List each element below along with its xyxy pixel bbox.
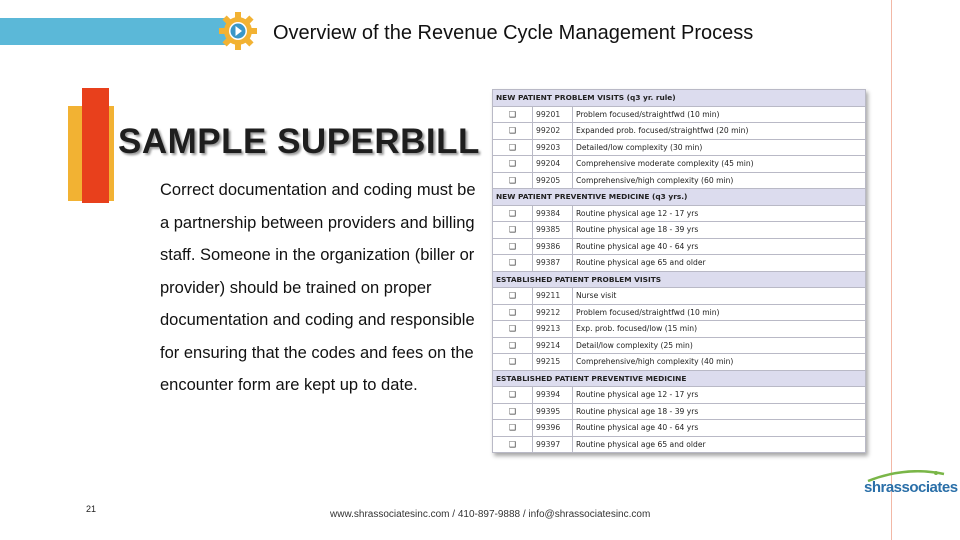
superbill-section-header	[493, 271, 866, 288]
superbill-row	[493, 304, 866, 321]
code-description: Routine physical age 40 - 64 yrs	[573, 238, 866, 255]
section-heading: SAMPLE SUPERBILL	[118, 122, 480, 161]
superbill-section-header	[493, 370, 866, 387]
section-title: NEW PATIENT PREVENTIVE MEDICINE (q3 yrs.)	[493, 189, 866, 206]
cpt-code: 99395	[533, 403, 573, 420]
cpt-code: 99201	[533, 106, 573, 123]
code-description: Routine physical age 12 - 17 yrs	[573, 205, 866, 222]
gear-icon	[218, 11, 258, 51]
superbill-form-body	[493, 90, 866, 453]
cpt-code: 99214	[533, 337, 573, 354]
checkbox-icon: ❑	[493, 156, 533, 173]
code-description: Routine physical age 18 - 39 yrs	[573, 222, 866, 239]
accent-block-red	[82, 88, 109, 203]
cpt-code: 99205	[533, 172, 573, 189]
code-description: Expanded prob. focused/straightfwd (20 min)	[573, 123, 866, 140]
right-divider-line	[891, 0, 892, 540]
superbill-row	[493, 172, 866, 189]
superbill-form	[492, 89, 866, 453]
logo-wordmark: shrassociates	[864, 479, 958, 496]
code-description: Comprehensive moderate complexity (45 min)	[573, 156, 866, 173]
superbill-row	[493, 156, 866, 173]
cpt-code: 99387	[533, 255, 573, 272]
superbill-row	[493, 106, 866, 123]
cpt-code: 99212	[533, 304, 573, 321]
checkbox-icon: ❑	[493, 255, 533, 272]
code-description: Routine physical age 65 and older	[573, 436, 866, 453]
cpt-code: 99202	[533, 123, 573, 140]
body-paragraph: Correct documentation and coding must be a partnership between providers and billing staff. Someone in the organization (biller or provider) should be trained on proper documentation and coding and responsible for ensuring that the codes and fees on the encounter form are kept up to date.	[160, 181, 476, 394]
cpt-code: 99203	[533, 139, 573, 156]
cpt-code: 99384	[533, 205, 573, 222]
superbill-row	[493, 288, 866, 305]
code-description: Routine physical age 18 - 39 yrs	[573, 403, 866, 420]
code-description: Routine physical age 40 - 64 yrs	[573, 420, 866, 437]
superbill-row	[493, 255, 866, 272]
cpt-code: 99396	[533, 420, 573, 437]
checkbox-icon: ❑	[493, 123, 533, 140]
superbill-row	[493, 222, 866, 239]
checkbox-icon: ❑	[493, 387, 533, 404]
section-title: ESTABLISHED PATIENT PROBLEM VISITS	[493, 271, 866, 288]
superbill-row	[493, 205, 866, 222]
code-description: Problem focused/straightfwd (10 min)	[573, 106, 866, 123]
cpt-code: 99397	[533, 436, 573, 453]
header-accent-bar	[0, 18, 228, 45]
cpt-code: 99213	[533, 321, 573, 338]
checkbox-icon: ❑	[493, 337, 533, 354]
section-title: NEW PATIENT PROBLEM VISITS (q3 yr. rule)	[493, 90, 866, 107]
slide-title: Overview of the Revenue Cycle Management Process	[273, 22, 754, 44]
checkbox-icon: ❑	[493, 403, 533, 420]
cpt-code: 99394	[533, 387, 573, 404]
checkbox-icon: ❑	[493, 222, 533, 239]
superbill-section-header	[493, 90, 866, 107]
checkbox-icon: ❑	[493, 288, 533, 305]
checkbox-icon: ❑	[493, 205, 533, 222]
superbill-row	[493, 139, 866, 156]
section-title: ESTABLISHED PATIENT PREVENTIVE MEDICINE	[493, 370, 866, 387]
company-logo	[856, 470, 958, 496]
checkbox-icon: ❑	[493, 106, 533, 123]
page-number: 21	[86, 504, 97, 514]
superbill-row	[493, 337, 866, 354]
cpt-code: 99385	[533, 222, 573, 239]
code-description: Routine physical age 12 - 17 yrs	[573, 387, 866, 404]
checkbox-icon: ❑	[493, 420, 533, 437]
cpt-code: 99211	[533, 288, 573, 305]
code-description: Comprehensive/high complexity (40 min)	[573, 354, 866, 371]
superbill-row	[493, 420, 866, 437]
cpt-code: 99204	[533, 156, 573, 173]
superbill-row	[493, 354, 866, 371]
checkbox-icon: ❑	[493, 172, 533, 189]
checkbox-icon: ❑	[493, 321, 533, 338]
code-description: Detail/low complexity (25 min)	[573, 337, 866, 354]
code-description: Problem focused/straightfwd (10 min)	[573, 304, 866, 321]
cpt-code: 99215	[533, 354, 573, 371]
checkbox-icon: ❑	[493, 238, 533, 255]
superbill-row	[493, 321, 866, 338]
superbill-section-header	[493, 189, 866, 206]
footer-contact: www.shrassociatesinc.com / 410-897-9888 / info@shrassociatesinc.com	[330, 509, 651, 520]
cpt-code: 99386	[533, 238, 573, 255]
checkbox-icon: ❑	[493, 436, 533, 453]
code-description: Exp. prob. focused/low (15 min)	[573, 321, 866, 338]
checkbox-icon: ❑	[493, 139, 533, 156]
superbill-row	[493, 238, 866, 255]
superbill-row	[493, 387, 866, 404]
superbill-row	[493, 123, 866, 140]
superbill-row	[493, 436, 866, 453]
checkbox-icon: ❑	[493, 304, 533, 321]
code-description: Comprehensive/high complexity (60 min)	[573, 172, 866, 189]
superbill-row	[493, 403, 866, 420]
code-description: Routine physical age 65 and older	[573, 255, 866, 272]
code-description: Detailed/low complexity (30 min)	[573, 139, 866, 156]
code-description: Nurse visit	[573, 288, 866, 305]
checkbox-icon: ❑	[493, 354, 533, 371]
